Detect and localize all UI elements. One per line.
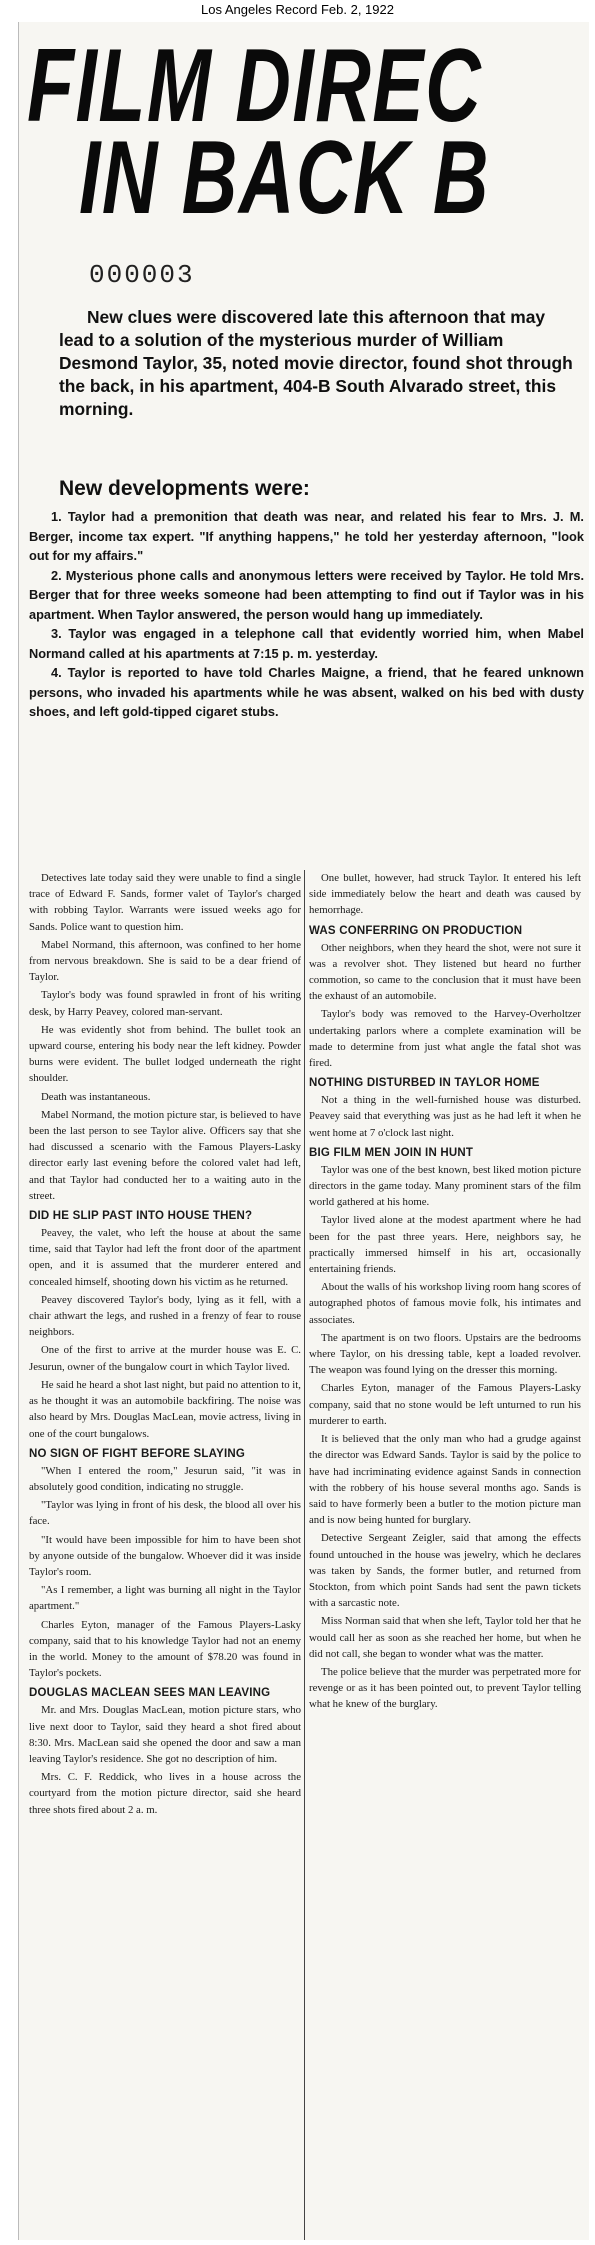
article-paragraph: Charles Eyton, manager of the Famous Players-Lasky company, said that no stone would be left unturned to run his murderer to earth. (309, 1382, 581, 1427)
article-paragraph: He said he heard a shot last night, but paid no attention to it, as he thought it was an automobile backfiring. The noise was also heard by Mrs. Douglas MacLean, movie actress, living in one of the court bungalows. (29, 1378, 301, 1440)
article-paragraph: Mr. and Mrs. Douglas MacLean, motion picture stars, who live next door to Taylor, said they heard a shot fired about 8:30. Mrs. MacLean said she opened the door and saw a man leaving Taylor's residence. She got no description of him. (29, 1704, 301, 1765)
article-paragraph: Death was instantaneous. (41, 1090, 151, 1103)
headline-line-2: IN BACK B (79, 120, 490, 236)
article-paragraph: "As I remember, a light was burning all night in the Taylor apartment." (29, 1584, 301, 1613)
article-paragraph: "It would have been impossible for him to have been shot by anyone outside of the bungalow. Whoever did it was inside Taylor's room. (29, 1533, 301, 1578)
article-paragraph: Taylor was one of the best known, best liked motion picture directors in the game today. Many prominent stars of the film world gathered at his home. (309, 1163, 581, 1209)
article-paragraph: About the walls of his workshop living room hang scores of autographed photos of famous movie folk, his intimates and associates. (309, 1281, 581, 1326)
section-subhead: BIG FILM MEN JOIN IN HUNT (309, 1146, 474, 1159)
left-column (29, 870, 301, 1820)
article-paragraph: He was evidently shot from behind. The bullet took an upward course, entering his body near the left kidney. Powder burns were evident. The bullet lodged underneath the right shoulder. (29, 1023, 301, 1085)
article-paragraph: Detective Sergeant Zeigler, said that among the effects found untouched in the house was jewelry, which he declares was taken by Sands, the former butler, and returned from Stockton, from which point Sands had sent the pawn tickets with a sarcastic note. (309, 1532, 581, 1610)
article-paragraph: Taylor's body was found sprawled in front of his writing desk, by Harry Peavey, colored man-servant. (29, 989, 301, 1018)
article-paragraph: Mabel Normand, this afternoon, was confined to her home from nervous breakdown. She is said to be a dear friend of Taylor. (29, 938, 301, 984)
development-item: 2. Mysterious phone calls and anonymous letters were received by Taylor. He told Mrs. Berger that for three weeks someone had been attempting to find out if Taylor was in his apartment. When Taylor answered, the person would hang up immediately. (29, 567, 584, 622)
newspaper-clipping (18, 22, 589, 2240)
article-paragraph: One of the first to arrive at the murder house was E. C. Jesurun, owner of the bungalow court in which Taylor lived. (29, 1344, 301, 1373)
section-subhead: DOUGLAS MACLEAN SEES MAN LEAVING (29, 1687, 271, 1700)
development-item: 1. Taylor had a premonition that death was near, and related his fear to Mrs. J. M. Berger, income tax expert. "If anything happens," he told her yesterday afternoon, "look out for my affairs." (29, 509, 584, 563)
article-paragraph: Taylor lived alone at the modest apartment where he had been for the past three years. Here, neighbors say, he practically immersed himself in his art, occasionally entertaining friends. (309, 1214, 581, 1276)
developments-list (29, 507, 584, 722)
section-subhead: DID HE SLIP PAST INTO HOUSE THEN? (29, 1210, 253, 1223)
developments-subhead: New developments were: (59, 477, 310, 500)
column-divider (304, 870, 305, 2240)
article-paragraph: "When I entered the room," Jesurun said, "it was in absolutely good condition, indicating no struggle. (29, 1464, 301, 1493)
article-paragraph: Taylor's body was removed to the Harvey-Overholtzer undertaking parlors where a complete examination will be made to determine from just what angle the fatal shot was fired. (309, 1008, 581, 1070)
article-paragraph: The police believe that the murder was perpetrated more for revenge or as it has been pointed out, to prevent Taylor telling what he knew of the burglary. (309, 1665, 581, 1711)
development-item: 4. Taylor is reported to have told Charles Maigne, a friend, that he feared unknown persons, who invaded his apartments while he was absent, walked on his bed with dusty shoes, and left gold-tipped cigaret stubs. (29, 665, 584, 719)
page-caption: Los Angeles Record Feb. 2, 1922 (201, 2, 394, 17)
article-paragraph: Mrs. C. F. Reddick, who lives in a house across the courtyard from the motion picture director, said she heard three shots fired about 2 a. m. (29, 1771, 301, 1816)
article-paragraph: Miss Norman said that when she left, Taylor told her that he would call her as soon as she reached her home, but when he did not call, she began to wonder what was the matter. (309, 1615, 581, 1660)
article-paragraph: Detectives late today said they were unable to find a single trace of Edward F. Sands, former valet of Taylor's charged with robbing Taylor. Warrants were issued weeks ago for Sands. Police want to question him. (29, 872, 301, 933)
article-paragraph: Charles Eyton, manager of the Famous Players-Lasky company, said that to his knowledge Taylor had not an enemy in the world. Money to the amount of $78.20 was found in Taylor's pockets. (29, 1618, 301, 1680)
section-subhead: NO SIGN OF FIGHT BEFORE SLAYING (29, 1447, 245, 1460)
article-paragraph: Other neighbors, when they heard the shot, were not sure it was a revolver shot. They listened but heard no further commotion, so came to the conclusion that it must have been the exhaust of an automobile. (309, 941, 581, 1003)
article-paragraph: The apartment is on two floors. Upstairs are the bedrooms where Taylor, on his dressing table, kept a loaded revolver. The weapon was found lying on the dresser this morning. (309, 1331, 581, 1377)
section-subhead: WAS CONFERRING ON PRODUCTION (309, 924, 523, 937)
archive-stamp: 000003 (89, 260, 195, 290)
development-item: 3. Taylor was engaged in a telephone call that evidently worried him, when Mabel Normand called at his apartments at 7:15 p. m. yesterday. (29, 626, 584, 661)
article-paragraph: Peavey discovered Taylor's body, lying as it fell, with a chair athwart the legs, and rushed in a frenzy of fear to rouse neighbors. (29, 1293, 301, 1339)
article-paragraph: Mabel Normand, the motion picture star, is believed to have been the last person to see Taylor alive. Officers say that she had discussed a scenario with the Famous Players-Lasky director early last evening before the colored valet had left, and that Taylor had conducted her to a waiting auto in the street. (29, 1108, 301, 1202)
lead-paragraph: New clues were discovered late this afternoon that may lead to a solution of the mysterious murder of William Desmond Taylor, 35, noted movie director, found shot through the back, in his apartment, 404-B South Alvarado street, this morning. (59, 307, 573, 419)
article-paragraph: "Taylor was lying in front of his desk, the blood all over his face. (29, 1499, 301, 1528)
article-paragraph: Not a thing in the well-furnished house was disturbed. Peavey said that everything was just as he had left it when he went home at 7 o'clock last night. (309, 1094, 581, 1139)
headline-line-1: FILM DIREC (27, 28, 483, 144)
article-paragraph: It is believed that the only man who had a grudge against the director was Edward Sands. Taylor is said by the police to have had incriminating evidence against Sands in connection with the robbery of his house several months ago. Sands is said to have formerly been a butler to the motion picture man and is now being hunted for burglary. (309, 1433, 581, 1527)
article-paragraph: Peavey, the valet, who left the house at about the same time, said that Taylor had left the front door of the apartment open, and it is assumed that the murderer entered and concealed himself, shooting down his victim as he returned. (29, 1227, 301, 1288)
section-subhead: NOTHING DISTURBED IN TAYLOR HOME (309, 1077, 540, 1090)
article-paragraph: One bullet, however, had struck Taylor. It entered his left side immediately below the heart and death was caused by hemorrhage. (309, 872, 581, 917)
right-column (309, 870, 581, 1715)
